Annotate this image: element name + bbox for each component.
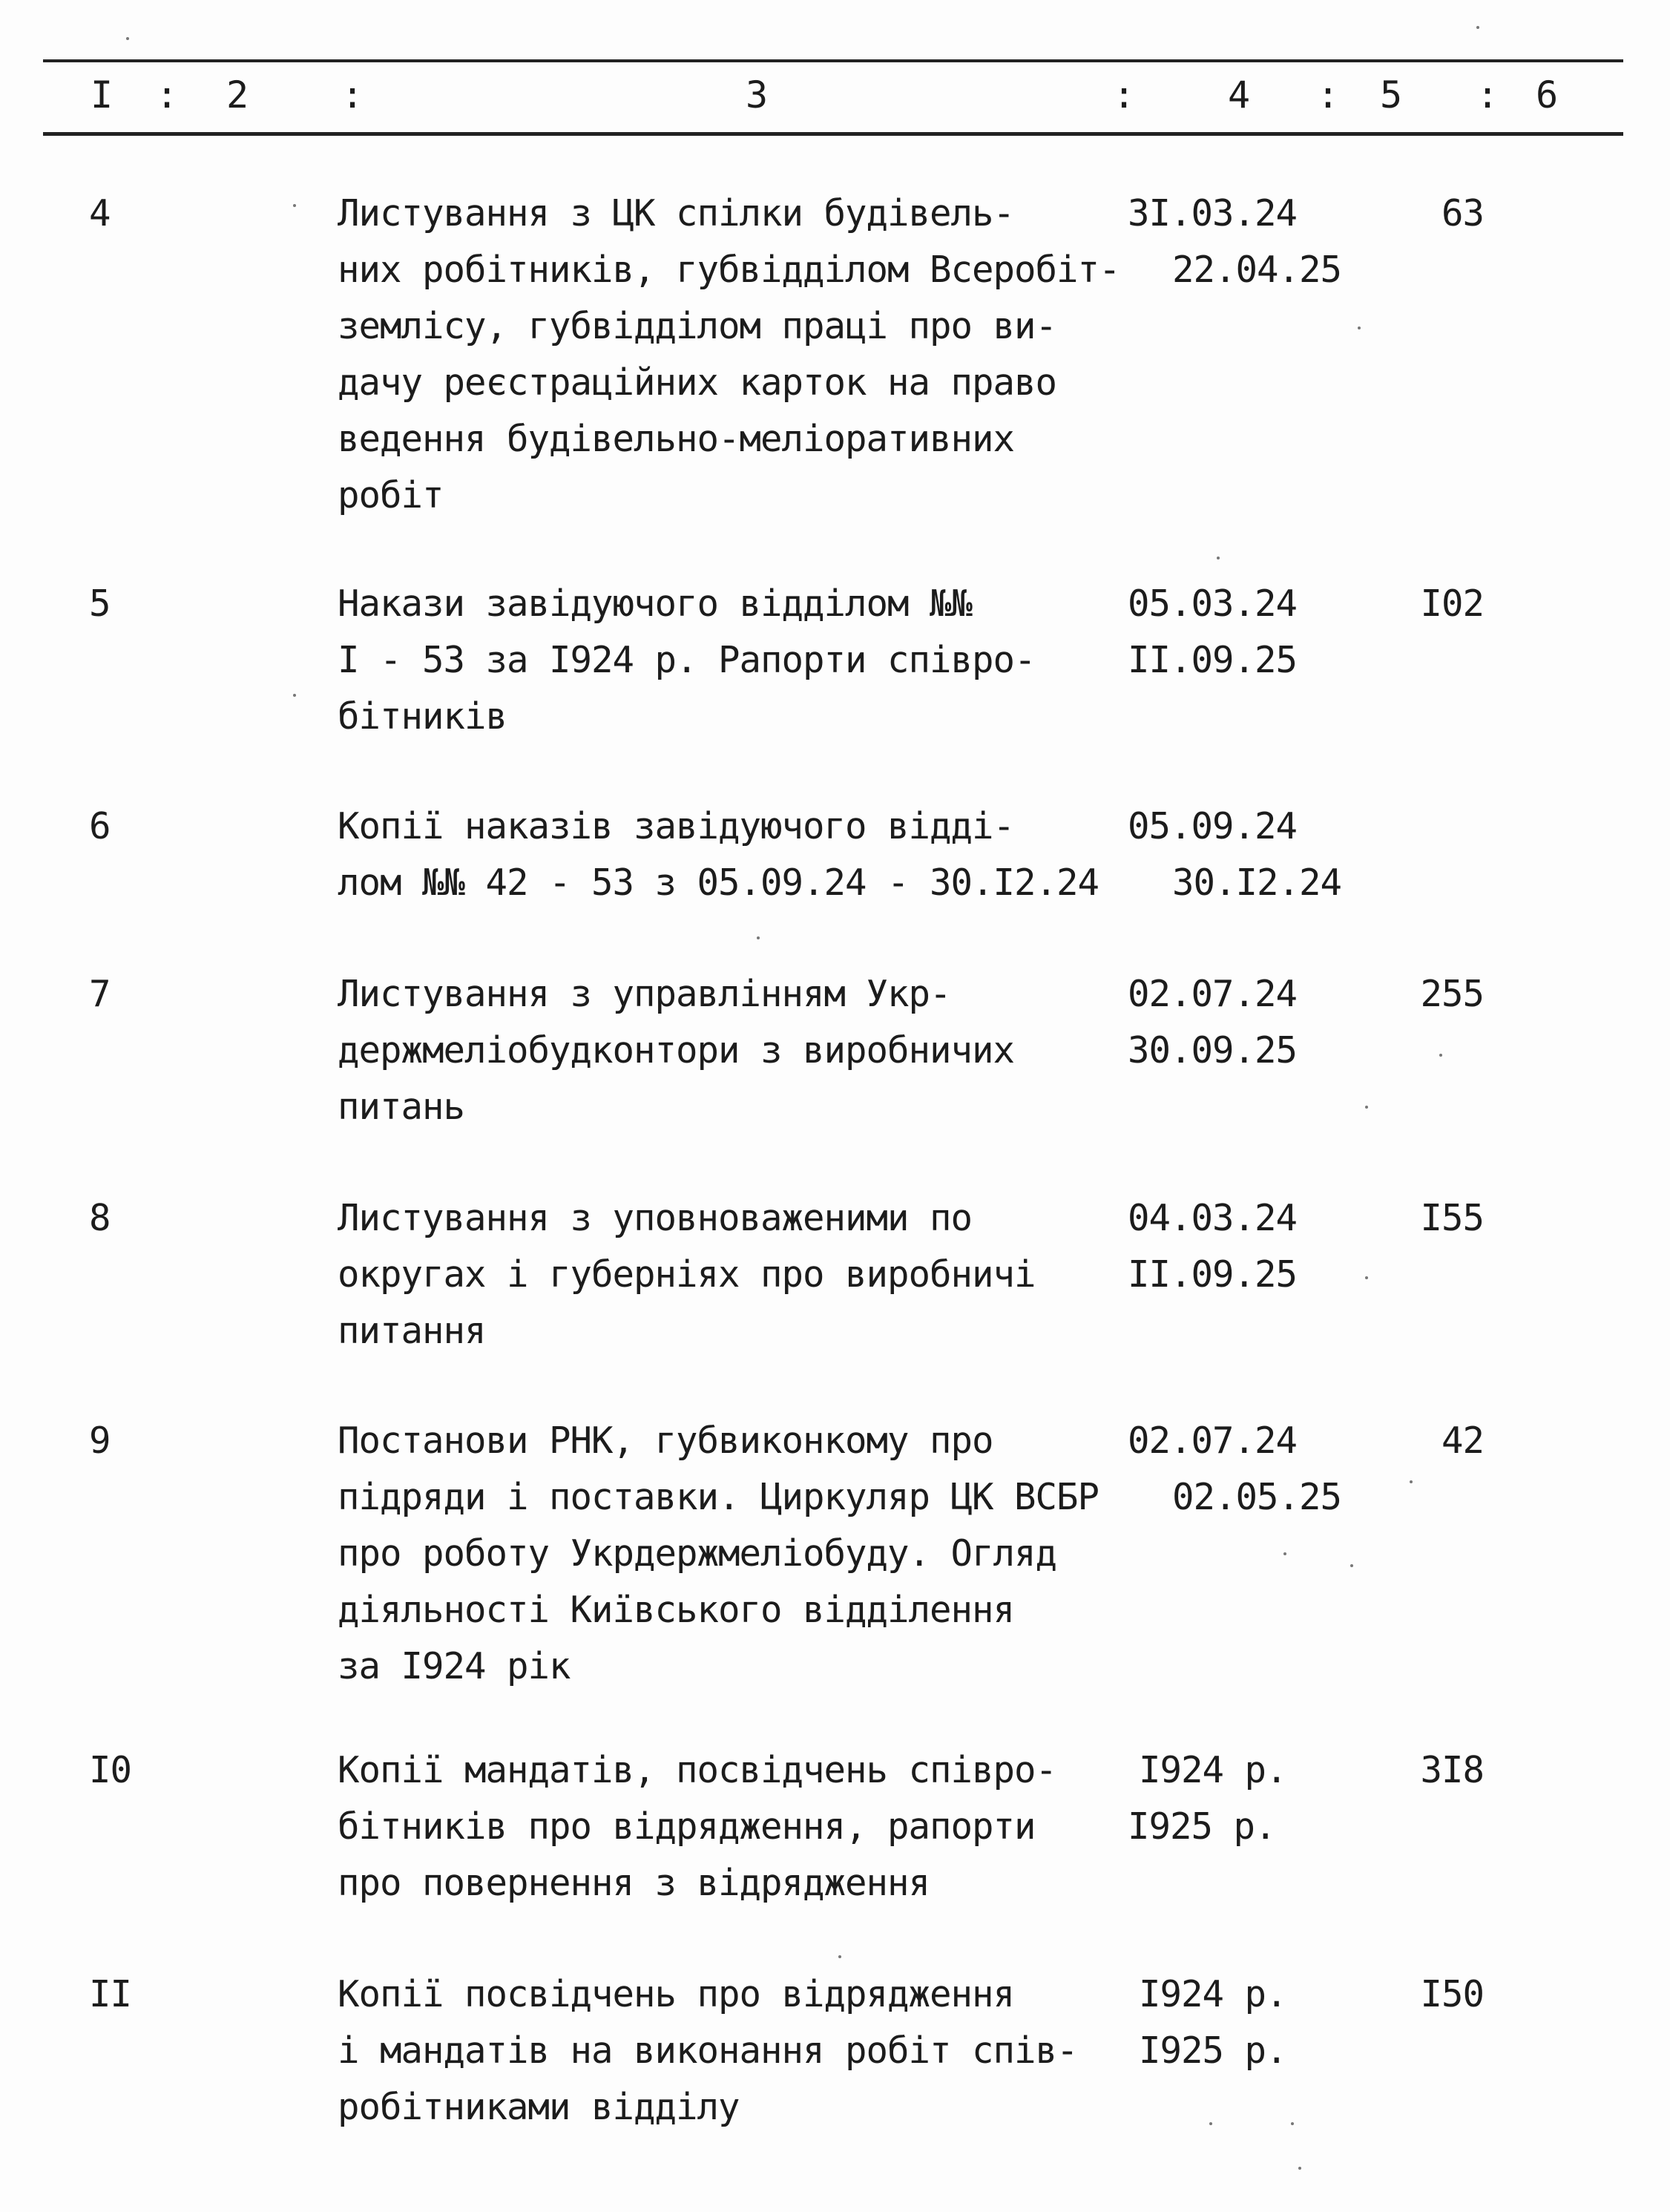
- row-title-line: робітниками відділу: [338, 2086, 740, 2128]
- header-col-2: 2: [226, 73, 249, 116]
- row-date-start: 02.07.24: [1128, 973, 1298, 1015]
- header-separator: :: [1476, 73, 1499, 116]
- header-separator: :: [341, 73, 364, 116]
- row-title-line: про повернення з відрядження: [338, 1862, 930, 1904]
- scan-speck: [293, 694, 296, 697]
- scan-speck: [1350, 1564, 1353, 1567]
- scan-speck: [838, 1955, 841, 1958]
- scan-speck: [126, 37, 129, 40]
- row-title-line: Копії мандатів, посвідчень співро-: [338, 1749, 1057, 1791]
- scan-speck: [1217, 557, 1220, 559]
- scan-speck: [293, 204, 296, 207]
- row-title-line: землісу, губвідділом праці про ви-: [338, 305, 1057, 347]
- header-separator: :: [1317, 73, 1340, 116]
- scan-speck: [757, 936, 760, 939]
- row-date-start: 05.03.24: [1128, 582, 1298, 625]
- header-col-6: 6: [1536, 73, 1559, 116]
- row-pages: 255: [1420, 973, 1484, 1015]
- row-date-end: 30.I2.24: [1172, 862, 1342, 904]
- row-date-start: 02.07.24: [1128, 1420, 1298, 1462]
- row-pages: 42: [1441, 1420, 1484, 1462]
- row-number: 6: [89, 805, 111, 847]
- row-date-end: I925 р.: [1128, 1805, 1276, 1848]
- row-title-line: бітників про відрядження, рапорти: [338, 1805, 1036, 1848]
- row-title-line: бітників: [338, 695, 507, 738]
- row-pages: I50: [1420, 1973, 1484, 2015]
- row-pages: 3I8: [1420, 1749, 1484, 1791]
- row-title-line: держмеліобудконтори з виробничих: [338, 1029, 1015, 1071]
- scan-speck: [1365, 1276, 1368, 1279]
- row-title-line: і мандатів на виконання робіт спів-: [338, 2029, 1078, 2072]
- row-date-end: II.09.25: [1128, 1253, 1298, 1296]
- row-title-line: робіт: [338, 474, 444, 516]
- header-col-5: 5: [1380, 73, 1403, 116]
- scan-speck: [1358, 326, 1361, 329]
- row-date-start: I924 р.: [1139, 1973, 1287, 2015]
- row-number: 8: [89, 1197, 111, 1239]
- row-title-line: про роботу Укрдержмеліобуду. Огляд: [338, 1532, 1057, 1575]
- row-title-line: лом №№ 42 - 53 з 05.09.24 - 30.I2.24: [338, 862, 1099, 904]
- scan-speck: [1439, 1054, 1442, 1057]
- row-date-end: 30.09.25: [1128, 1029, 1298, 1071]
- row-date-start: 05.09.24: [1128, 805, 1298, 847]
- row-date-end: II.09.25: [1128, 639, 1298, 681]
- row-title-line: питання: [338, 1310, 486, 1352]
- header-separator: :: [1113, 73, 1136, 116]
- row-title-line: Постанови РНК, губвиконкому про: [338, 1420, 993, 1462]
- row-title-line: I - 53 за I924 р. Рапорти співро-: [338, 639, 1036, 681]
- header-col-4: 4: [1228, 73, 1251, 116]
- row-title-line: них робітників, губвідділом Всеробіт-: [338, 249, 1120, 291]
- scan-speck: [1291, 2122, 1294, 2125]
- header-col-1: I: [91, 73, 114, 116]
- row-title-line: Листування з ЦК спілки будівель-: [338, 192, 1015, 234]
- scan-speck: [1209, 2122, 1212, 2125]
- row-title-line: Накази завідуючого відділом №№: [338, 582, 973, 625]
- row-title-line: за I924 рік: [338, 1645, 571, 1687]
- row-title-line: підряди і поставки. Циркуляр ЦК ВСБР: [338, 1476, 1099, 1518]
- row-date-start: 3I.03.24: [1128, 192, 1298, 234]
- scan-speck: [1476, 26, 1479, 29]
- row-number: 4: [89, 192, 111, 234]
- row-pages: I02: [1420, 582, 1484, 625]
- row-date-end: 22.04.25: [1172, 249, 1342, 291]
- row-number: I0: [89, 1749, 132, 1791]
- header-col-3: 3: [746, 73, 769, 116]
- header-separator: :: [156, 73, 179, 116]
- row-pages: 63: [1441, 192, 1484, 234]
- row-date-start: 04.03.24: [1128, 1197, 1298, 1239]
- row-date-start: I924 р.: [1139, 1749, 1287, 1791]
- row-title-line: ведення будівельно-меліоративних: [338, 418, 1015, 460]
- row-pages: I55: [1420, 1197, 1484, 1239]
- row-date-end: I925 р.: [1139, 2029, 1287, 2072]
- row-number: 9: [89, 1420, 111, 1462]
- scan-speck: [1283, 1552, 1286, 1555]
- row-title-line: Листування з уповноваженими по: [338, 1197, 973, 1239]
- row-title-line: округах і губерніях про виробничі: [338, 1253, 1036, 1296]
- row-date-end: 02.05.25: [1172, 1476, 1342, 1518]
- row-number: II: [89, 1973, 132, 2015]
- row-title-line: Копії наказів завідуючого відді-: [338, 805, 1015, 847]
- scan-speck: [1298, 2167, 1301, 2170]
- scan-speck: [1365, 1106, 1368, 1109]
- header-bottom-rule: [43, 132, 1623, 136]
- row-title-line: питань: [338, 1086, 465, 1128]
- row-number: 5: [89, 582, 111, 625]
- row-title-line: діяльності Київського відділення: [338, 1589, 1015, 1631]
- row-title-line: дачу реєстраційних карток на право: [338, 361, 1057, 404]
- header-top-rule: [43, 59, 1623, 62]
- scan-speck: [1410, 1480, 1413, 1483]
- row-title-line: Листування з управлінням Укр-: [338, 973, 951, 1015]
- row-title-line: Копії посвідчень про відрядження: [338, 1973, 1015, 2015]
- row-number: 7: [89, 973, 111, 1015]
